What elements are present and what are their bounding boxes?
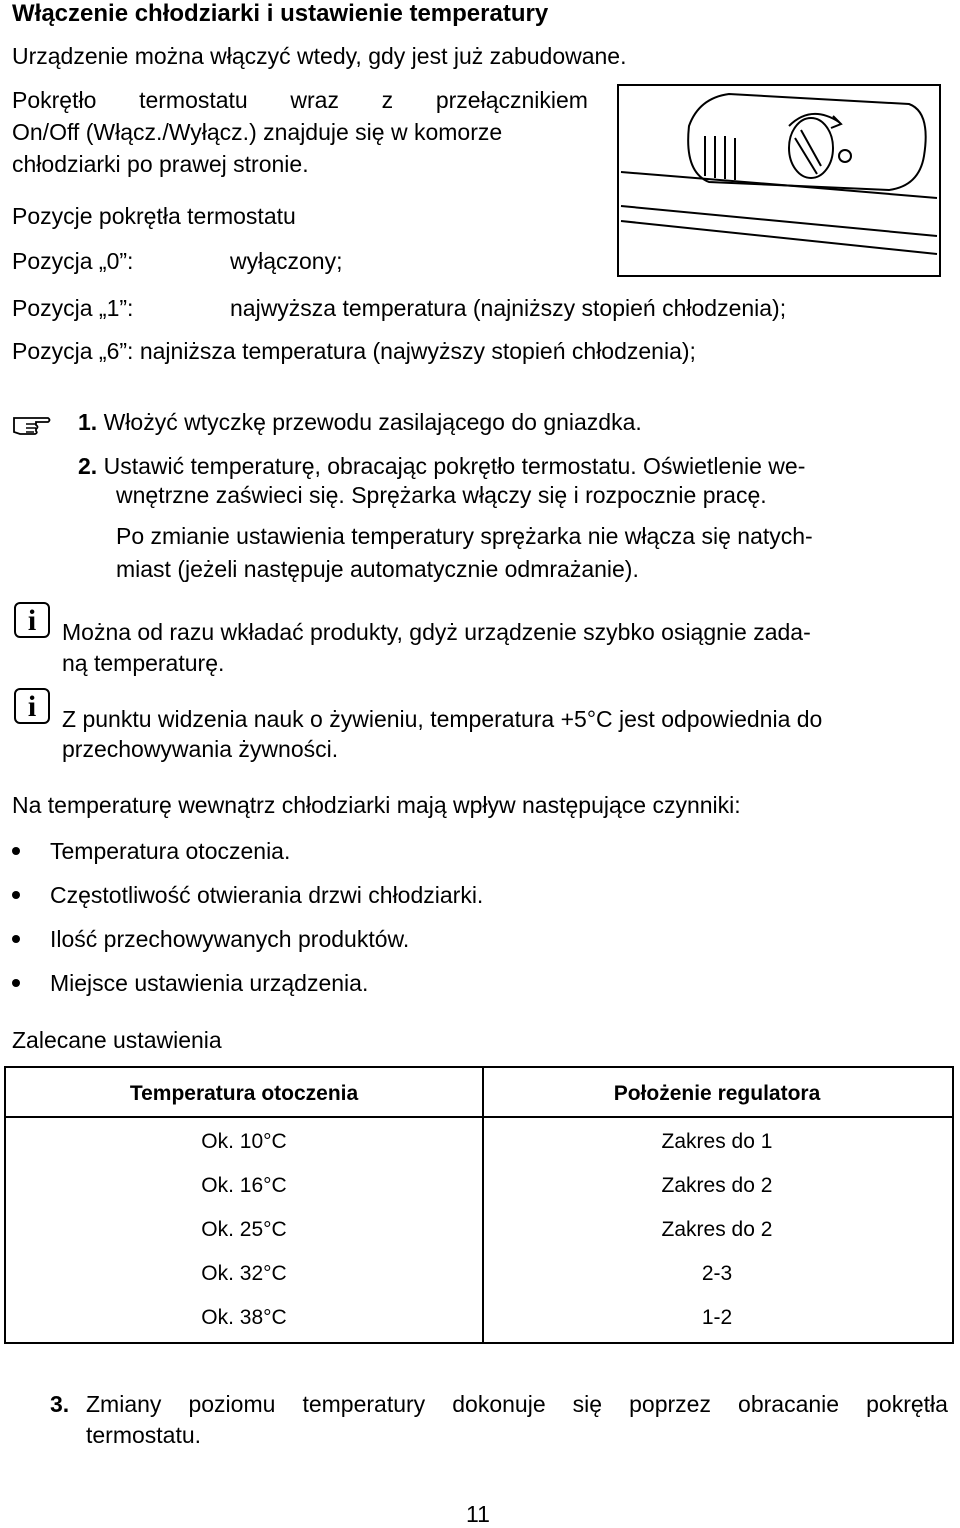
table-cell: Ok. 16°C [201, 1174, 287, 1197]
factor-item: Ilość przechowywanych produktów. [50, 926, 410, 952]
table-row [6, 1296, 952, 1340]
position-6-text: najniższa temperatura (najwyższy stopień chłodzenia); [139, 338, 696, 364]
page-number: 11 [466, 1501, 490, 1527]
table-cell: Zakres do 2 [661, 1174, 773, 1197]
step-1: 1. Włożyć wtyczkę przewodu zasilającego do gniazdka. [78, 409, 642, 435]
position-1-text: najwyższa temperatura (najniższy stopień chłodzenia); [230, 295, 787, 321]
info2-line2: przechowywania żywności. [62, 736, 339, 762]
table-cell: 2-3 [701, 1262, 733, 1285]
pointing-hand-icon [12, 412, 52, 436]
intro2-line2: On/Off (Włącz./Wyłącz.) znajduje się w komorze [12, 119, 503, 145]
bullet-icon [12, 847, 20, 855]
step-3-number: 3. [50, 1391, 70, 1417]
table-row [6, 1120, 952, 1164]
table-row [6, 1164, 952, 1208]
step-note-line2: miast (jeżeli następuje automatycznie odmrażanie). [116, 556, 639, 582]
settings-table [6, 1068, 952, 1340]
factor-item: Miejsce ustawienia urządzenia. [50, 970, 369, 996]
info1-line1: Można od razu wkładać produkty, gdyż urządzenie szybko osiągnie zada- [62, 619, 811, 645]
table-row [6, 1252, 952, 1296]
table-cell: Zakres do 1 [661, 1130, 773, 1153]
position-6-row [12, 337, 696, 365]
table-header-cell: Położenie regulatora [613, 1082, 821, 1105]
bullet-icon [12, 891, 20, 899]
step-note-line1: Po zmianie ustawienia temperatury sprężarka nie włącza się natych- [116, 523, 813, 549]
intro-text: Urządzenie można włączyć wtedy, gdy jest już zabudowane. [12, 43, 627, 69]
info1-line2: ną temperaturę. [62, 650, 225, 676]
step-2-line1: 2. Ustawić temperaturę, obracając pokrętło termostatu. Oświetlenie we- [78, 453, 806, 479]
info-icon: i [14, 602, 50, 638]
table-header-row [6, 1068, 952, 1120]
recommended-title: Zalecane ustawienia [12, 1027, 222, 1053]
table-cell: Zakres do 2 [661, 1218, 773, 1241]
table-header-cell: Temperatura otoczenia [129, 1082, 359, 1105]
table-cell: 1-2 [701, 1306, 733, 1329]
thermostat-drawing [619, 86, 939, 275]
table-cell: Ok. 10°C [201, 1130, 287, 1153]
bullet-icon [12, 979, 20, 987]
step-3-line1: Zmiany poziomu temperatury dokonuje się poprzez obracanie pokrętła [86, 1391, 948, 1417]
table-cell: Ok. 25°C [201, 1218, 287, 1241]
info2-line1: Z punktu widzenia nauk o żywieniu, temperatura +5°C jest odpowiednia do [62, 706, 823, 732]
table-row [6, 1208, 952, 1252]
intro2-line3: chłodziarki po prawej stronie. [12, 151, 309, 177]
factor-item: Częstotliwość otwierania drzwi chłodziarki. [50, 882, 484, 908]
position-0-text: wyłączony; [230, 248, 343, 274]
table-cell: Ok. 32°C [201, 1262, 287, 1285]
bullet-icon [12, 935, 20, 943]
step-2-line2: wnętrzne zaświeci się. Sprężarka włączy się i rozpocznie pracę. [116, 482, 767, 508]
factor-item: Temperatura otoczenia. [50, 838, 291, 864]
thermostat-illustration [617, 84, 941, 277]
position-0-label: Pozycja „0”: [12, 248, 134, 274]
step-3-line2: termostatu. [86, 1422, 202, 1448]
info-icon: i [14, 688, 50, 724]
table-cell: Ok. 38°C [201, 1306, 287, 1329]
intro2-line1: Pokrętło termostatu wraz z przełącznikiem [12, 87, 588, 113]
position-6-label: Pozycja „6”: [12, 338, 134, 364]
positions-title: Pozycje pokrętła termostatu [12, 203, 296, 229]
position-1-label: Pozycja „1”: [12, 295, 134, 321]
factors-intro: Na temperaturę wewnątrz chłodziarki mają wpływ następujące czynniki: [12, 792, 741, 818]
page-heading: Włączenie chłodziarki i ustawienie temperatury [12, 0, 549, 27]
